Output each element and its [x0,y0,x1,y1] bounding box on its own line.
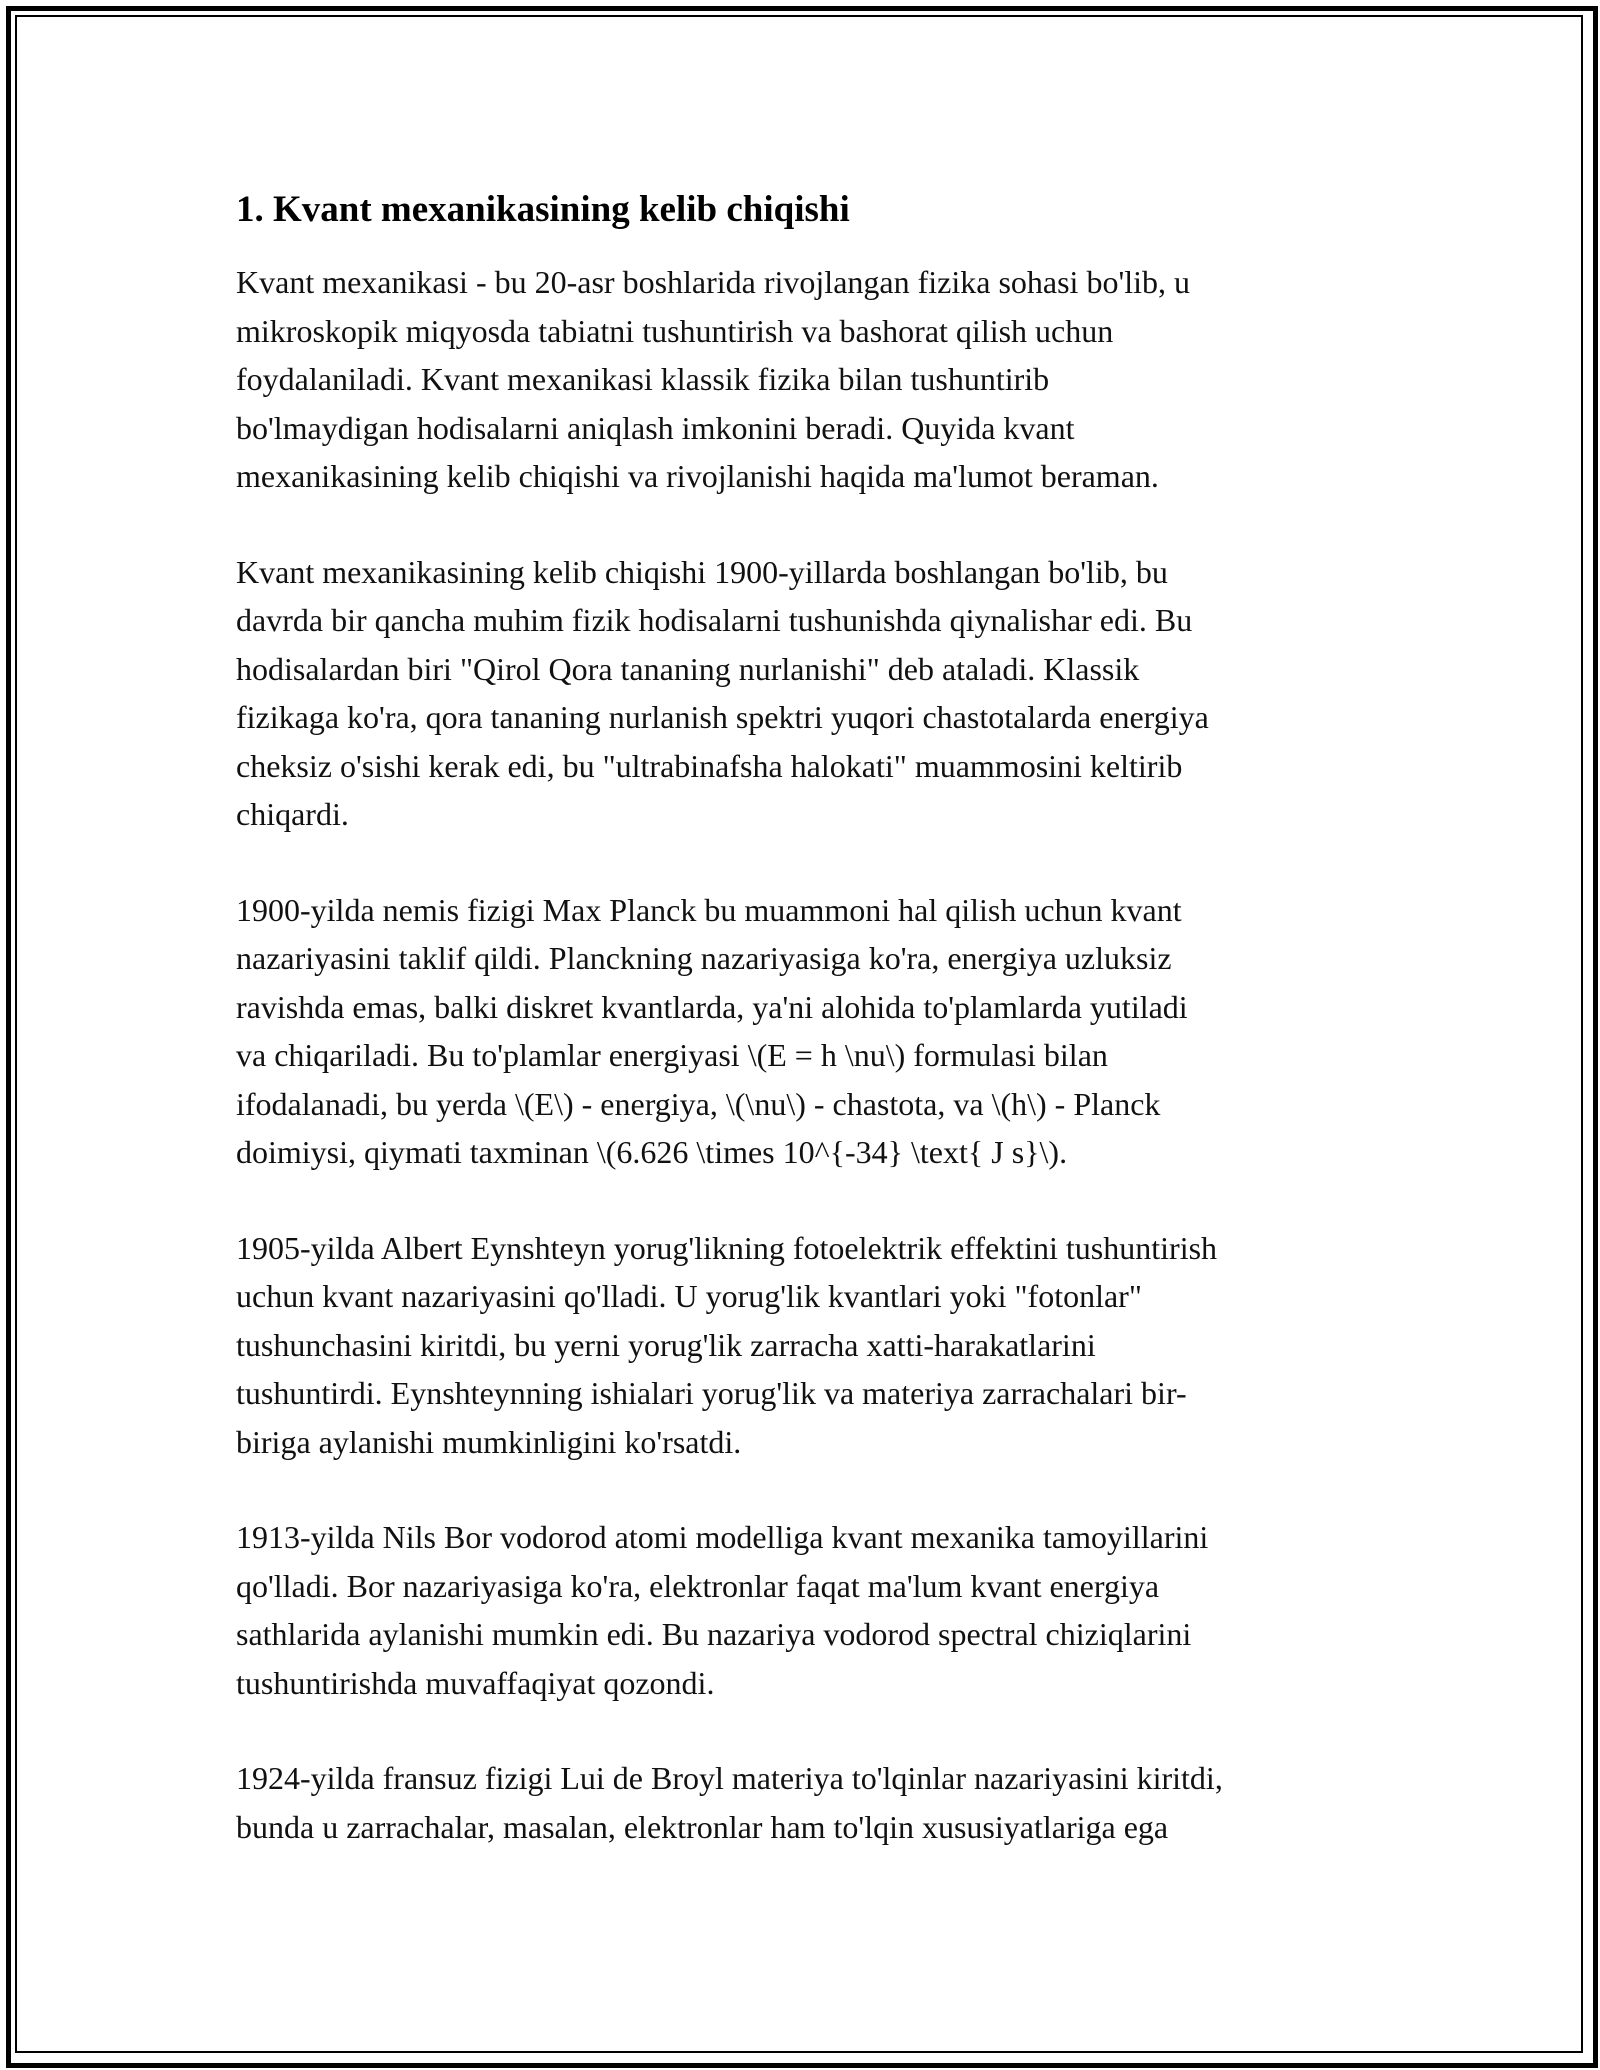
paragraph-einstein: 1905-yilda Albert Eynshteyn yorug'likning fotoelektrik effektini tushuntirish uchun kvant nazariyasini qo'lladi. U yorug'lik kvantlari yoki "fotonlar" tushunchasini kiritdi, bu yerni yorug'lik zarracha xatti-harakatlarini tushuntirdi. Eynshteynning ishialari yorug'lik va materiya zarrachalari bir- biriga aylanishi mumkinligini ko'rsatdi. [236,1229,1218,1460]
paragraph-de-broglie: 1924-yilda fransuz fizigi Lui de Broyl materiya to'lqinlar nazariyasini kiritdi, bunda u zarrachalar, masalan, elektronlar ham to'lqin xususiyatlariga ega [236,1760,1223,1845]
paragraph-origin: Kvant mexanikasining kelib chiqishi 1900-yillarda boshlangan bo'lib, bu davrda bir qancha muhim fizik hodisalarni tushunishda qiynalishar edi. Bu hodisalardan biri "Qirol Qora tananing nurlanishi" deb ataladi. Klassik fizikaga ko'ra, qora tananing nurlanish spektri yuqori chastotalarda energiya cheksiz o'sishi kerak edi, bu "ultrabinafsha halokati" muammosini keltirib chiqardi. [236,553,1209,832]
paragraph-intro: Kvant mexanikasi - bu 20-asr boshlarida rivojlangan fizika sohasi bo'lib, u mikroskopik miqyosda tabiatni tushuntirish va bashorat qilish uchun foydalaniladi. Kvant mexanikasi klassik fizika bilan tushuntirib bo'lmaydigan hodisalarni aniqlash imkonini beradi. Quyida kvant mexanikasining kelib chiqishi va rivojlanishi haqida ma'lumot beraman. [236,264,1190,494]
paragraph-planck: 1900-yilda nemis fizigi Max Planck bu muammoni hal qilish uchun kvant nazariyasini taklif qildi. Planckning nazariyasiga ko'ra, energiya uzluksiz ravishda emas, balki diskret kvantlarda, ya'ni alohida to'plamlarda yutiladi va chiqariladi. Bu to'plamlar energiyasi \(E = h \nu\) formulasi bilan ifodalanadi, bu yerda \(E\) - energiya, \(\nu\) - chastota, va \(h\) - Planck doimiysi, qiymati taxminan \(6.626 \times 10^{-34} \text{ J s}\). [236,891,1188,1170]
document-body [236,188,1376,1898]
section-heading: 1. Kvant mexanikasining kelib chiqishi [236,189,850,230]
paragraph-bohr: 1913-yilda Nils Bor vodorod atomi modelliga kvant mexanika tamoyillarini qo'lladi. Bor nazariyasiga ko'ra, elektronlar faqat ma'lum kvant energiya sathlarida aylanishi mumkin edi. Bu nazariya vodorod spectral chiziqlarini tushuntirishda muvaffaqiyat qozondi. [236,1519,1209,1701]
